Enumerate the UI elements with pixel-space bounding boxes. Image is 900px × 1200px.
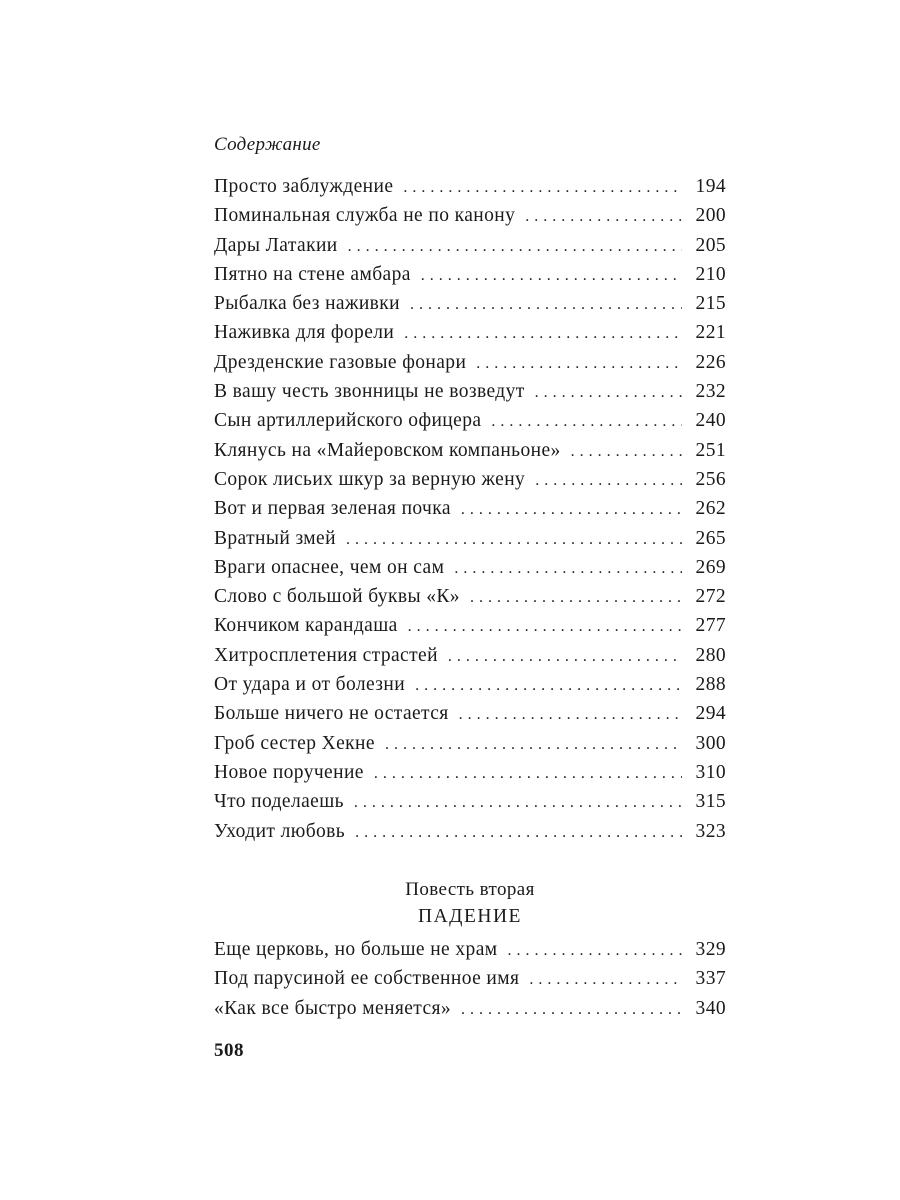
section-label: Повесть вторая — [405, 879, 535, 900]
toc-entry-page: 221 — [695, 322, 726, 344]
dot-leader — [448, 645, 682, 667]
toc-entry-page: 310 — [695, 761, 726, 783]
toc-entry-title: Под парусиной ее собственное имя — [214, 968, 520, 990]
toc-entry-page: 256 — [695, 468, 726, 490]
toc-entry-title: Еще церковь, но больше не храм — [214, 939, 498, 960]
toc-entry-title: Больше ничего не остается — [214, 703, 449, 725]
dot-leader — [415, 674, 682, 696]
toc-list-part-two — [214, 939, 726, 1027]
dot-leader — [354, 791, 682, 813]
toc-entry-title: Просто заблуждение — [214, 176, 394, 197]
toc-entry-page: 200 — [695, 205, 726, 227]
dot-leader — [374, 762, 682, 784]
toc-entry-page: 262 — [695, 498, 726, 520]
toc-entry — [214, 557, 726, 586]
toc-entry-title: Клянусь на «Майеровском компаньоне» — [214, 439, 561, 461]
dot-leader — [410, 293, 682, 315]
toc-entry-page: 280 — [695, 644, 726, 666]
dot-leader — [508, 939, 683, 961]
toc-entry-title: Слово с большой буквы «К» — [214, 586, 460, 608]
toc-entry-title: Вратный змей — [214, 527, 336, 549]
toc-list-part-one — [214, 176, 726, 850]
dot-leader — [571, 440, 682, 462]
toc-entry-page: 315 — [695, 791, 726, 813]
dot-leader — [525, 205, 682, 227]
toc-entry — [214, 498, 726, 527]
toc-entry-page: 323 — [695, 820, 726, 842]
toc-entry — [214, 440, 726, 469]
toc-entry-page: 205 — [695, 234, 726, 256]
dot-leader — [461, 498, 682, 520]
toc-entry — [214, 733, 726, 762]
dot-leader — [529, 968, 682, 990]
toc-entry-title: Новое поручение — [214, 761, 364, 783]
toc-entry-title: Дрезденские газовые фонари — [214, 351, 467, 373]
toc-entry-title: Кончиком карандаша — [214, 615, 398, 637]
toc-entry-title: Уходит любовь — [214, 820, 346, 842]
page-number: 508 — [214, 1040, 244, 1061]
toc-entry-page: 300 — [695, 732, 726, 754]
dot-leader — [454, 557, 682, 579]
toc-entry — [214, 821, 726, 850]
toc-entry-title: Пятно на стене амбара — [214, 263, 411, 285]
toc-entry-title: В вашу честь звонницы не возведут — [214, 381, 525, 403]
toc-entry-page: 194 — [695, 176, 726, 197]
toc-entry-page: 340 — [695, 997, 726, 1019]
toc-entry-page: 288 — [695, 674, 726, 696]
toc-entry — [214, 703, 726, 732]
running-head: Содержание — [214, 134, 321, 155]
toc-entry-title: Поминальная служба не по канону — [214, 205, 516, 227]
toc-entry-page: 232 — [695, 381, 726, 403]
toc-entry — [214, 968, 726, 997]
toc-entry-page: 272 — [695, 586, 726, 608]
dot-leader — [459, 703, 682, 725]
toc-entry — [214, 674, 726, 703]
toc-entry-title: Враги опаснее, чем он сам — [214, 556, 445, 578]
toc-entry-page: 337 — [695, 968, 726, 990]
dot-leader — [470, 586, 682, 608]
dot-leader — [491, 410, 682, 432]
toc-entry-title: Сорок лисьих шкур за верную жену — [214, 468, 526, 490]
toc-entry-page: 226 — [695, 351, 726, 373]
toc-entry — [214, 235, 726, 264]
dot-leader — [421, 264, 682, 286]
toc-entry — [214, 205, 726, 234]
toc-entry — [214, 998, 726, 1027]
section-title: ПАДЕНИЕ — [418, 906, 522, 927]
toc-entry-page: 265 — [695, 527, 726, 549]
dot-leader — [535, 469, 682, 491]
toc-entry — [214, 939, 726, 968]
dot-leader — [535, 381, 682, 403]
toc-entry-title: «Как все быстро меняется» — [214, 997, 452, 1019]
toc-entry — [214, 762, 726, 791]
toc-entry — [214, 293, 726, 322]
dot-leader — [385, 733, 682, 755]
dot-leader — [461, 998, 682, 1020]
toc-entry-page: 277 — [695, 615, 726, 637]
toc-entry-page: 269 — [695, 556, 726, 578]
toc-entry — [214, 176, 726, 205]
toc-entry-page: 210 — [695, 263, 726, 285]
toc-entry — [214, 264, 726, 293]
toc-entry — [214, 322, 726, 351]
dot-leader — [403, 176, 682, 198]
toc-entry-title: Дары Латакии — [214, 234, 338, 256]
dot-leader — [355, 821, 682, 843]
dot-leader — [408, 615, 682, 637]
toc-entry — [214, 615, 726, 644]
toc-entry — [214, 381, 726, 410]
toc-entry — [214, 410, 726, 439]
dot-leader — [348, 235, 682, 257]
toc-entry-page: 240 — [695, 410, 726, 432]
dot-leader — [346, 528, 682, 550]
toc-entry — [214, 528, 726, 557]
toc-entry-page: 294 — [695, 703, 726, 725]
toc-entry — [214, 352, 726, 381]
toc-entry-title: Гроб сестер Хекне — [214, 732, 375, 754]
toc-entry — [214, 586, 726, 615]
toc-entry-title: Рыбалка без наживки — [214, 293, 400, 315]
dot-leader — [476, 352, 682, 374]
toc-entry-title: Наживка для форели — [214, 322, 395, 344]
toc-entry — [214, 469, 726, 498]
toc-entry-title: Сын артиллерийского офицера — [214, 410, 482, 432]
toc-entry-page: 329 — [695, 939, 726, 960]
toc-entry — [214, 791, 726, 820]
toc-entry-title: От удара и от болезни — [214, 674, 406, 696]
toc-entry-page: 251 — [695, 439, 726, 461]
toc-entry-page: 215 — [695, 293, 726, 315]
toc-entry-title: Что поделаешь — [214, 791, 344, 813]
dot-leader — [404, 322, 682, 344]
toc-entry-title: Хитросплетения страстей — [214, 644, 438, 666]
toc-entry-title: Вот и первая зеленая почка — [214, 498, 451, 520]
toc-entry — [214, 645, 726, 674]
